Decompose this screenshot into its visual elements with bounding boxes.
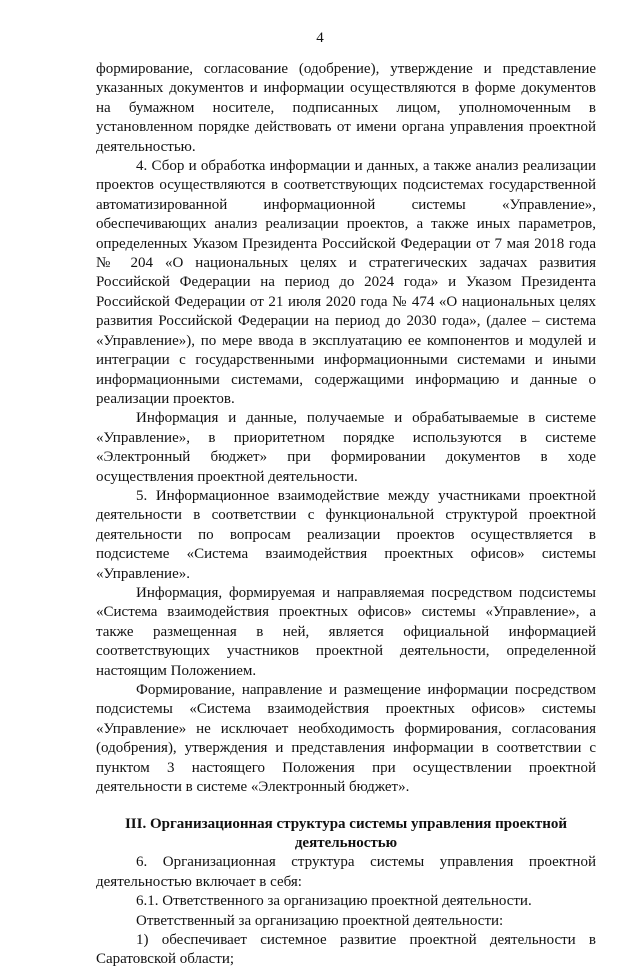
list-item-1: 1) обеспечивает системное развитие проектной деятельности в Саратовской области; (96, 932, 596, 968)
paragraph-item-5: 5. Информационное взаимодействие между участниками проектной деятельности в соответствии с функциональной структурой проектной деятельности по вопросам реализации проектов осуществляется в подсистеме «Система взаимодействия проектных офисов» системы «Управление». (96, 487, 596, 582)
paragraph-item-6-1: 6.1. Ответственного за организацию проектной деятельности. (136, 893, 532, 910)
section-heading: III. Организационная структура системы управления проектной деятельностью (124, 816, 568, 852)
paragraph-item-6: 6. Организационная структура системы управления проектной деятельностью включает в себя: (96, 854, 596, 890)
paragraph: Информация и данные, получаемые и обрабатываемые в системе «Управление», в приоритетном порядке используются в системе «Электронный бюджет» при формировании документов в ходе осуществления проектной деятельности. (96, 410, 596, 485)
paragraph-continuation: формирование, согласование (одобрение), утверждение и представление указанных документов и информации осуществляются в форме документов на бумажном носителе, подписанных лицом, уполномоченным в установленном порядке действовать от имени органа управления проектной деятельностью. (96, 61, 596, 155)
paragraph-item-4: 4. Сбор и обработка информации и данных, а также анализ реализации проектов осуществляются в соответствующих подсистемах государственной автоматизированной информационной системы «Управление», обеспечивающих анализ реализации проектов, а также иных параметров, определенных Указом Президента Российской Федерации от 7 мая 2018 года № 204 «О национальных целях и стратегических задачах развития Российской Федерации на период до 2024 года» и Указом Президента Российской Федерации от 21 июля 2020 года № 474 «О национальных целях развития Российской Федерации на период до 2030 года», (далее – система «Управление»), по мере ввода в эксплуатацию ее компонентов и модулей и интеграции с государственными информационными системами и иными информационными системами, содержащими информацию и данные о реализации проектов. (96, 158, 596, 407)
paragraph: Информация, формируемая и направляемая посредством подсистемы «Система взаимодействия проектных офисов» системы «Управление», а также размещенная в ней, является официальной информацией соответствующих участников проектной деятельности, определенной настоящим Положением. (96, 584, 596, 679)
page-number: 4 (316, 30, 324, 46)
document-body (96, 60, 596, 970)
paragraph: Формирование, направление и размещение информации посредством подсистемы «Система взаимодействия проектных офисов» системы «Управление» не исключает необходимость формирования, согласования (одобрения), утверждения и представления информации в соответствии с пунктом 3 настоящего Положения при осуществлении проектной деятельности в системе «Электронный бюджет». (96, 682, 596, 796)
paragraph: Ответственный за организацию проектной деятельности: (136, 912, 504, 929)
